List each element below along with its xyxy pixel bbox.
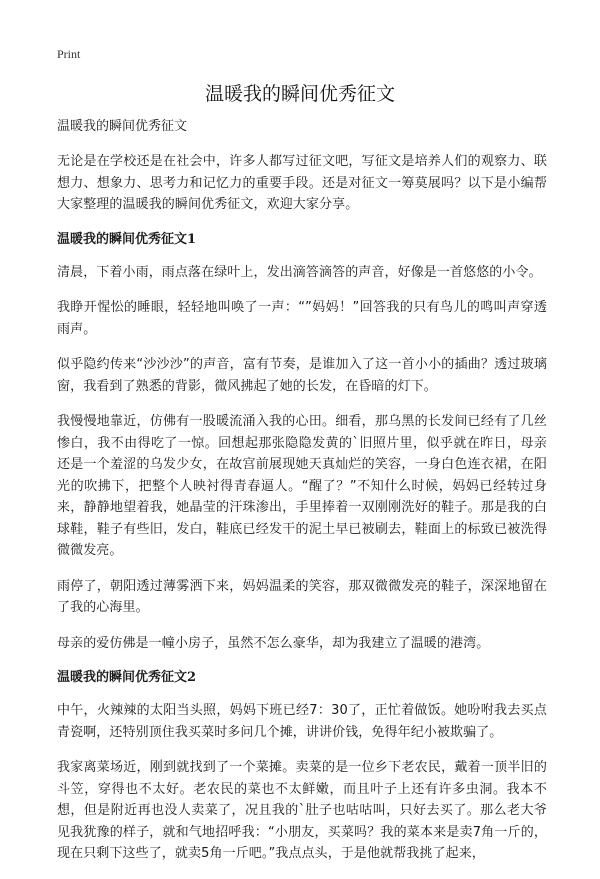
section-heading-2: 温暖我的瞬间优秀征文2: [57, 670, 197, 685]
intro-paragraph: 无论是在学校还是在社会中，许多人都写过征文吧，写征文是培养人们的观察力、联想力、想象力、思考力和记忆力的重要手段。还是对征文一筹莫展吗？以下是小编帮大家整理的温暖我的瞬间优秀征文，欢迎大家分享。: [57, 154, 547, 212]
paragraph: 我睁开惺忪的睡眼，轻轻地叫唤了一声：“”妈妈！”回答我的只有鸟儿的鸣叫声穿透雨声。: [57, 300, 547, 337]
article-body: [57, 118, 547, 879]
paragraph: 我慢慢地靠近，仿佛有一股暖流涌入我的心田。细看，那乌黑的长发间已经有了几丝惨白，我不由得吃了一惊。回想起那张隐隐发黄的`旧照片里，似乎就在昨日，母亲还是一个羞涩的乌发少女，在故宫前展现她天真灿烂的笑容，一身白色连衣裙，在阳光的吹拂下，把整个人映衬得青春逼人。“醒了？”不知什么时候，妈妈已经转过身来，静静地望着我，她晶莹的汗珠渗出，手里捧着一双刚刚洗好的鞋子。那是我的白球鞋，鞋子有些旧，发白，鞋底已经发干的泥土早已被刷去，鞋面上的标致已被洗得微微发亮。: [57, 414, 547, 558]
paragraph: 中午，火辣辣的太阳当头照，妈妈下班已经7：30了，正忙着做饭。她吩咐我去买点青瓷啊，还特别顶住我买菜时多问几个摊，讲讲价钱，免得年纪小被欺骗了。: [57, 703, 547, 740]
article-subtitle: 温暖我的瞬间优秀征文: [57, 119, 188, 134]
paragraph: 似乎隐约传来“沙沙沙”的声音，富有节奏，是谁加入了这一首小小的插曲？透过玻璃窗，我看到了熟悉的背影，微风拂起了她的长发，在昏暗的灯下。: [57, 357, 547, 394]
paragraph: 雨停了，朝阳透过薄雾洒下来，妈妈温柔的笑容，那双微微发亮的鞋子，深深地留在了我的心海里。: [57, 578, 547, 615]
paragraph: 我家离菜场近，刚到就找到了一个菜摊。卖菜的是一位乡下老农民，戴着一顶半旧的斗笠，穿得也不太好。老农民的菜也不太鲜嫩，而且叶子上还有许多虫洞。我本不想，但是附近再也没人卖菜了，况且我的`肚子也咕咕叫，只好去买了。那么老大爷见我犹豫的样子，就和气地招呼我：“小朋友，买菜吗？我的菜本来是卖7角一斤的，现在只剩下这些了，就卖5角一斤吧。”我点点头，于是他就帮我挑了起来，: [57, 760, 547, 861]
section-heading-1: 温暖我的瞬间优秀征文1: [57, 231, 197, 247]
paragraph: 母亲的爱仿佛是一幢小房子，虽然不怎么豪华，却为我建立了温暖的港湾。: [57, 635, 490, 651]
page-title: 温暖我的瞬间优秀征文: [204, 83, 395, 105]
print-label: Print: [57, 47, 81, 61]
paragraph: 清晨，下着小雨，雨点落在绿叶上，发出滴答滴答的声音，好像是一首悠悠的小令。: [57, 264, 542, 280]
